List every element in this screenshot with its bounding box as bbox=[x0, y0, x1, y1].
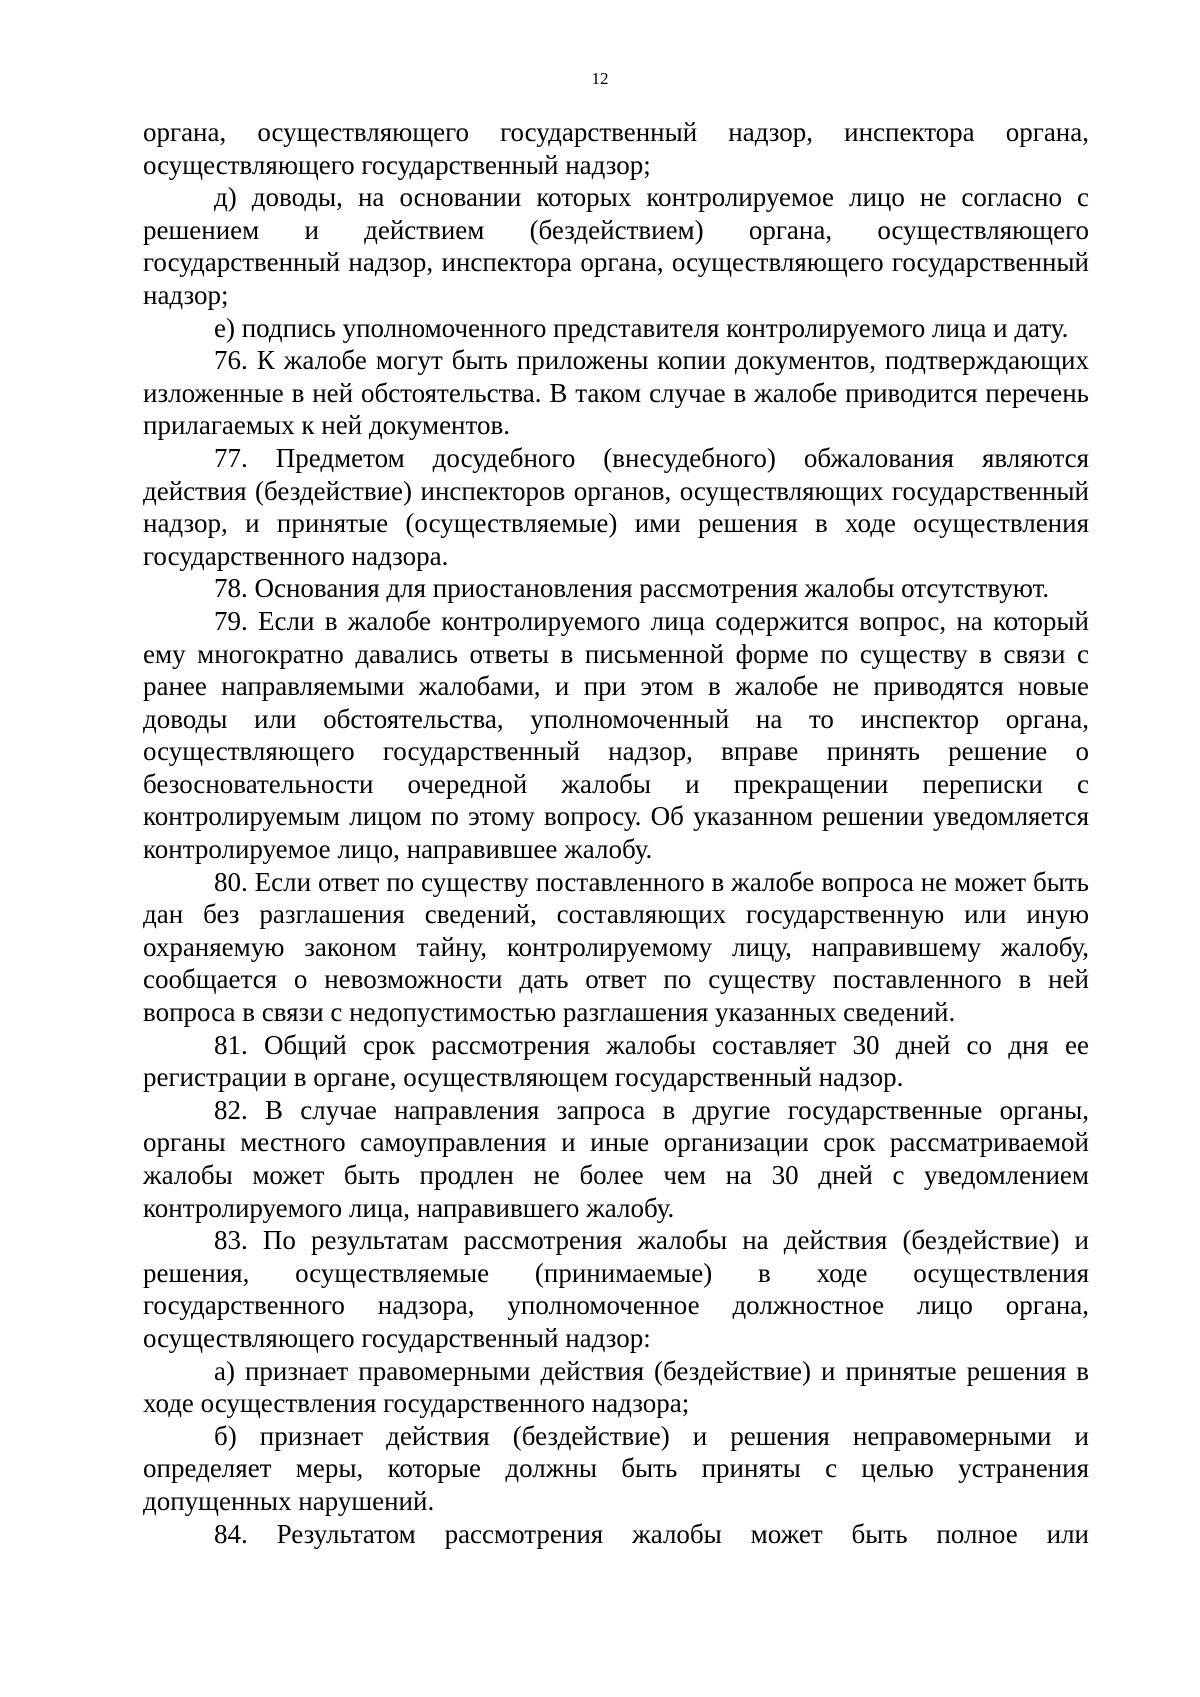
paragraph-78: 78. Основания для приостановления рассмотрения жалобы отсутствуют. bbox=[214, 573, 1050, 604]
paragraph-80: 80. Если ответ по существу поставленного в жалобе вопроса не может быть дан без разглашения сведений, составляющих государственную или иную охраняемую законом тайну, контролируемому лицу, направившему жалобу, сообщается о невозможности дать ответ по существу поставленного в ней вопроса в связи с недопустимостью разглашения указанных сведений. bbox=[143, 866, 1089, 1028]
document-body bbox=[143, 116, 1089, 1550]
page-number: 12 bbox=[591, 69, 609, 88]
paragraph-76: 76. К жалобе могут быть приложены копии документов, подтверждающих изложенные в ней обстоятельства. В таком случае в жалобе приводится перечень прилагаемых к ней документов. bbox=[143, 345, 1089, 441]
paragraph-84: 84. Результатом рассмотрения жалобы может быть полное или bbox=[214, 1518, 1089, 1549]
paragraph-77: 77. Предметом досудебного (внесудебного) обжалования являются действия (бездействие) инспекторов органов, осуществляющих государственный надзор, и принятые (осуществляемые) ими решения в ходе осуществления государственного надзора. bbox=[143, 442, 1089, 571]
paragraph-item-b: б) признает действия (бездействие) и решения неправомерными и определяет меры, которые должны быть приняты с целью устранения допущенных нарушений. bbox=[143, 1420, 1089, 1516]
paragraph-83: 83. По результатам рассмотрения жалобы на действия (бездействие) и решения, осуществляемые (принимаемые) в ходе осуществления государственного надзора, уполномоченное должностное лицо органа, осуществляющего государственный надзор: bbox=[143, 1225, 1089, 1353]
paragraph-79: 79. Если в жалобе контролируемого лица содержится вопрос, на который ему многократно давались ответы в письменной форме по существу в связи с ранее направляемыми жалобами, и при этом в жалобе не приводятся новые доводы или обстоятельства, уполномоченный на то инспектор органа, осуществляющего государственный надзор, вправе принять решение о безосновательности очередной жалобы и прекращении переписки с контролируемым лицом по этому вопросу. Об указанном решении уведомляется контролируемое лицо, направившее жалобу. bbox=[143, 605, 1089, 865]
paragraph-81: 81. Общий срок рассмотрения жалобы составляет 30 дней со дня ее регистрации в органе, осуществляющем государственный надзор. bbox=[143, 1029, 1089, 1093]
paragraph-item-d: д) доводы, на основании которых контролируемое лицо не согласно с решением и действием (бездействием) органа, осуществляющего государственный надзор, инспектора органа, осуществляющего государственный надзор; bbox=[143, 182, 1089, 310]
paragraph-item-e: е) подпись уполномоченного представителя контролируемого лица и дату. bbox=[214, 312, 1069, 343]
paragraph-82: 82. В случае направления запроса в другие государственные органы, органы местного самоуправления и иные организации срок рассматриваемой жалобы может быть продлен не более чем на 30 дней с уведомлением контролируемого лица, направившего жалобу. bbox=[143, 1094, 1089, 1223]
paragraph-item-a: а) признает правомерными действия (бездействие) и принятые решения в ходе осуществления государственного надзора; bbox=[143, 1355, 1089, 1419]
paragraph-continuation: органа, осуществляющего государственный надзор, инспектора органа, осуществляющего государственный надзор; bbox=[143, 117, 1089, 180]
